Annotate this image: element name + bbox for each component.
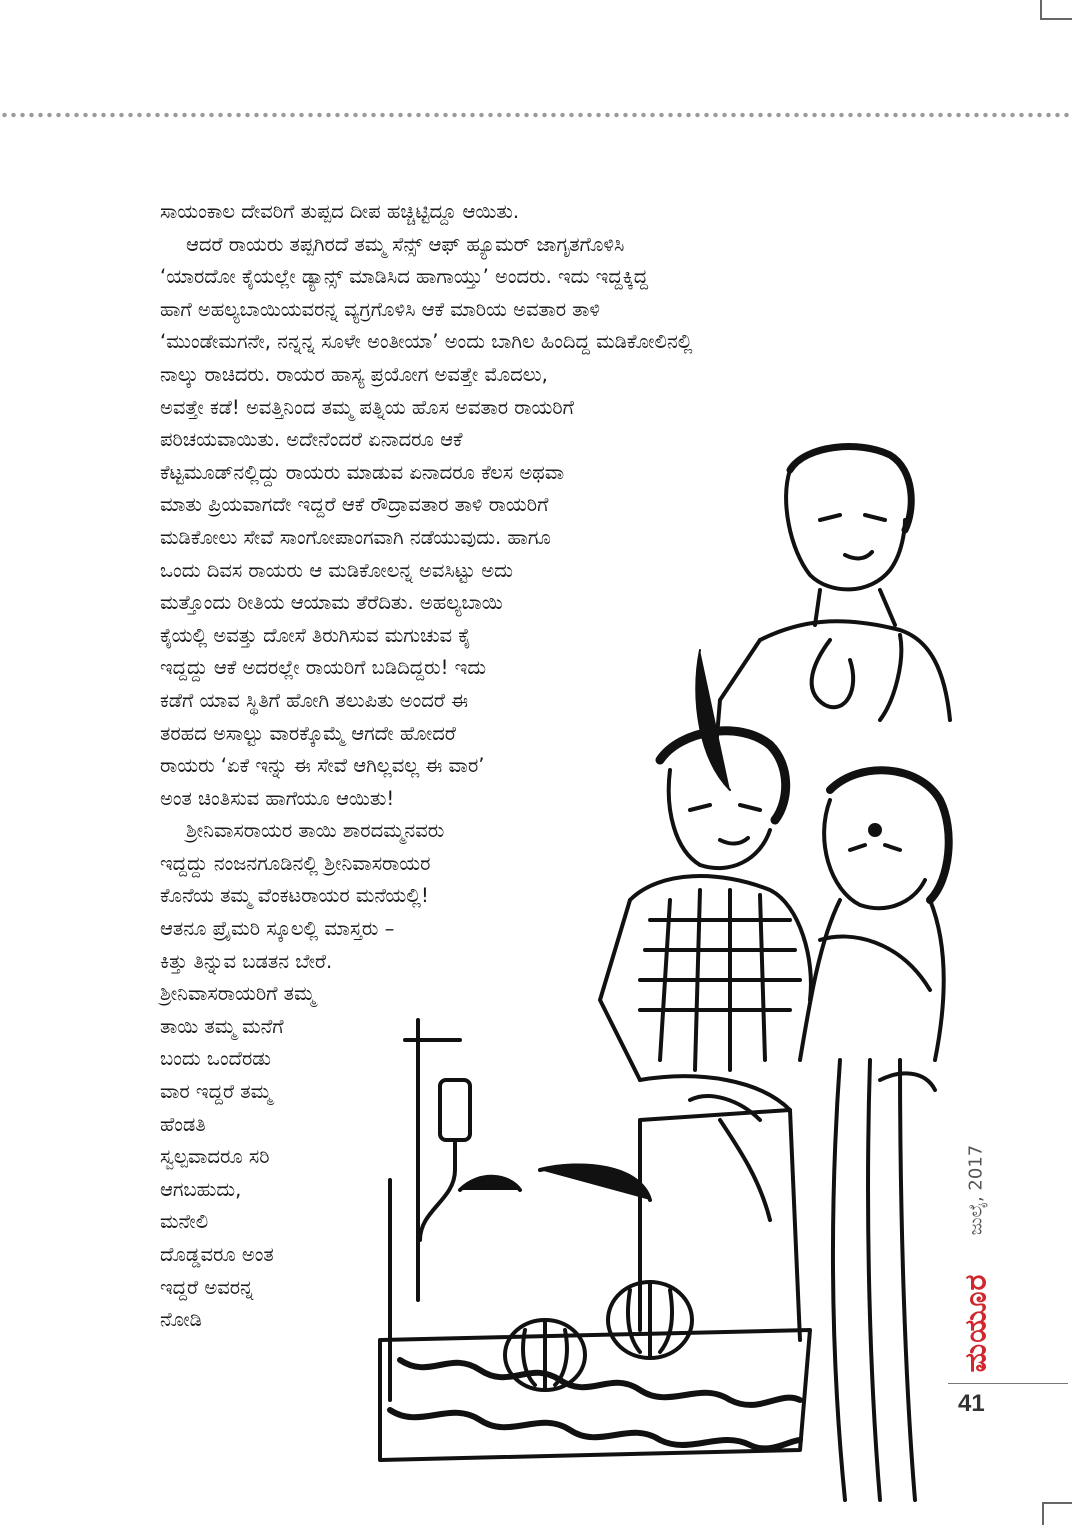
text-line: ಕಿತ್ತು ತಿನ್ನುವ ಬಡತನ ಬೇರೆ. [160,949,333,973]
text-line: ತರಹದ ಅಸಾಲ್ಟು ವಾರಕ್ಕೊಮ್ಮೆ ಆಗದೇ ಹೋದರೆ [160,721,456,745]
text-line: ಸಾಯಂಕಾಲ ದೇವರಿಗೆ ತುಪ್ಪದ ದೀಪ ಹಚ್ಚಿಟ್ಟಿದ್ದೂ ಆಯಿತು. [160,200,520,223]
text-line: ತಾಯಿ ತಮ್ಮ ಮನೆಗೆ [160,1014,284,1038]
issue-date-text: ಜುಲೈ, 2017 [965,1144,987,1236]
text-line: ಆದರೆ ರಾಯರು ತಪ್ಪಗಿರದೆ ತಮ್ಮ ಸೆನ್ಸ್ ಆಫ್ ಹ್ಯೂಮರ್ ಜಾಗೃತಗೊಳಿಸಿ [186,232,625,256]
text-line: ‘ಮುಂಡೇಮಗನೇ, ನನ್ನನ್ನ ಸೂಳೇ ಅಂತೀಯಾ’ ಅಂದು ಬಾಗಿಲ ಹಿಂದಿದ್ದ ಮಡಿಕೋಲಿನಲ್ಲಿ [160,330,693,354]
text-line: ಸ್ವಲ್ಪವಾದರೂ ಸರಿ [160,1145,270,1169]
text-line: ಒಂದು ದಿವಸ ರಾಯರು ಆ ಮಡಿಕೋಲನ್ನ ಅವಸಿಟ್ಟು ಅದು [160,558,513,582]
text-line: ಆತನೂ ಪ್ರೈಮರಿ ಸ್ಕೂಲಲ್ಲಿ ಮಾಸ್ತರು – [160,917,395,941]
magazine-logo [953,1268,999,1378]
text-line: ಪರಿಚಯವಾಯಿತು. ಅದೇನೆಂದರೆ ಏನಾದರೂ ಆಕೆ [160,428,463,452]
text-line: ಹಾಗೆ ಅಹಲ್ಯಬಾಯಿಯವರನ್ನ ವ್ಯಗ್ರಗೊಳಿಸಿ ಆಕೆ ಮಾರಿಯ ಅವತಾರ ತಾಳಿ [160,297,601,321]
text-line: ಇದ್ದರೆ ಅವರನ್ನ [160,1275,254,1299]
text-line: ಶ್ರೀನಿವಾಸರಾಯರಿಗೆ ತಮ್ಮ [160,982,316,1006]
text-line: ಹೆಂಡತಿ [160,1112,206,1136]
text-line: ಶ್ರೀನಿವಾಸರಾಯರ ತಾಯಿ ಶಾರದಮ್ಮನವರು [186,819,445,843]
text-line: ಕೊನೆಯ ತಮ್ಮ ವೆಂಕಟರಾಯರ ಮನೆಯಲ್ಲಿ! [160,884,429,908]
text-line: ಮಡಿಕೋಲು ಸೇವೆ ಸಾಂಗೋಪಾಂಗವಾಗಿ ನಡೆಯುವುದು. ಹಾಗೂ [160,525,551,549]
text-line: ಆಗಬಹುದು, [160,1177,242,1201]
dotted-rule [0,112,1072,118]
text-line: ರಾಯರು ‘ಏಕೆ ಇನ್ನು ಈ ಸೇವೆ ಆಗಿಲ್ಲವಲ್ಲ ಈ ವಾರ’ [160,754,485,778]
hospital-scene-illustration [360,440,955,1510]
text-line: ಕೆಟ್ಟಮೂಡ್‌ನಲ್ಲಿದ್ದು ರಾಯರು ಮಾಡುವ ಏನಾದರೂ ಕೆಲಸ ಅಥವಾ [160,460,565,484]
text-line: ಮನೇಲಿ [160,1210,209,1234]
text-line: ಅವತ್ತೇ ಕಡೆ! ಅವತ್ತಿನಿಂದ ತಮ್ಮ ಪತ್ನಿಯ ಹೊಸ ಅವತಾರ ರಾಯರಿಗೆ [160,395,574,419]
text-line: ಮತ್ತೊಂದು ರೀತಿಯ ಆಯಾಮ ತೆರೆದಿತು. ಅಹಲ್ಯಬಾಯಿ [160,591,503,615]
folio-rule [948,1383,1068,1384]
text-line: ವಾರ ಇದ್ದರೆ ತಮ್ಮ [160,1080,272,1104]
text-line: ನೋಡಿ [160,1308,202,1332]
text-line: ಅಂತ ಚಿಂತಿಸುವ ಹಾಗೆಯೂ ಆಯಿತು! [160,786,395,810]
issue-date [956,1130,996,1250]
text-line: ಕೈಯಲ್ಲಿ ಅವತ್ತು ದೋಸೆ ತಿರುಗಿಸುವ ಮಗುಚುವ ಕೈ [160,623,472,647]
text-line: ಕಡೆಗೆ ಯಾವ ಸ್ಥಿತಿಗೆ ಹೋಗಿ ತಲುಪಿತು ಅಂದರೆ ಈ [160,688,469,712]
text-line: ಇದ್ದದ್ದು ನಂಜನಗೂಡಿನಲ್ಲಿ ಶ್ರೀನಿವಾಸರಾಯರ [160,851,431,875]
crop-mark-bottom [1042,1502,1072,1525]
crop-mark-top [1040,0,1072,20]
text-line: ಮಾತು ಪ್ರಿಯವಾಗದೇ ಇದ್ದರೆ ಆಕೆ ರೌದ್ರಾವತಾರ ತಾಳಿ ರಾಯರಿಗೆ [160,493,549,517]
text-line: ದೊಡ್ಡವರೂ ಅಂತ [160,1243,274,1266]
magazine-name: ಮಯೂರ [958,1273,994,1373]
text-line: ಇದ್ದದ್ದು ಆಕೆ ಅದರಲ್ಲೇ ರಾಯರಿಗೆ ಬಡಿದಿದ್ದರು! ಇದು [160,656,487,680]
text-line: ‘ಯಾರದೋ ಕೈಯಲ್ಲೇ ಡ್ಯಾನ್ಸ್ ಮಾಡಿಸಿದ ಹಾಗಾಯ್ತು’ ಅಂದರು. ಇದು ಇದ್ದಕ್ಕಿದ್ದ [160,265,649,289]
text-line: ಬಂದು ಒಂದೆರಡು [160,1047,271,1071]
text-line: ನಾಲ್ಕು ರಾಚಿದರು. ರಾಯರ ಹಾಸ್ಯ ಪ್ರಯೋಗ ಅವತ್ತೇ ಮೊದಲು, [160,362,548,386]
page-number: 41 [958,1390,985,1417]
